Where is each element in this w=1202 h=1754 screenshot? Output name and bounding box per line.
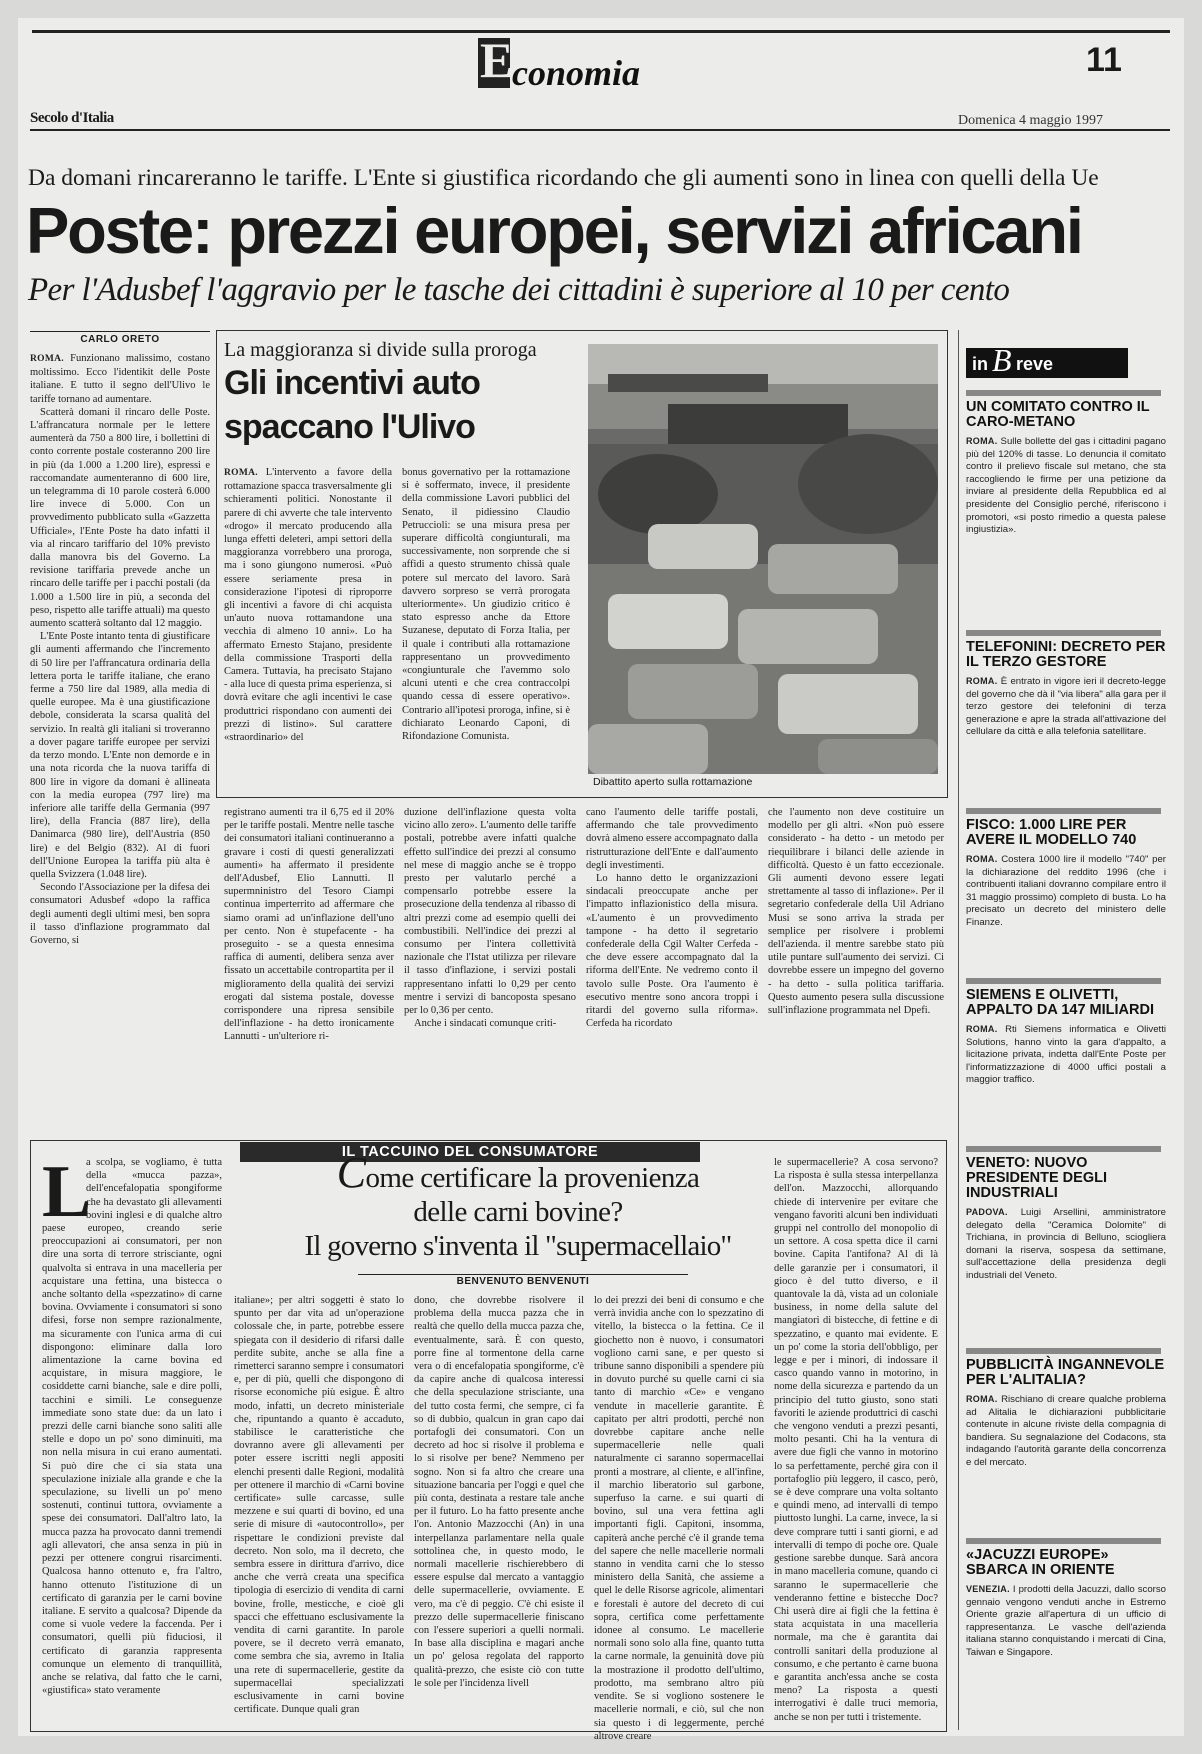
breve-rule <box>966 1146 1161 1152</box>
breve-title: SIEMENS E OLIVETTI, APPALTO DA 147 MILIARDI <box>966 987 1154 1018</box>
breve-text: I prodotti della Jacuzzi, dallo scorso gennaio vengono venduti anche in Estremo Oriente grazie all'apertura di un ufficio di rappresentanza. Le vasche dell'azienda italiana stanno conquistando i mercati di Cina, Taiwan e Singapore. <box>966 1584 1166 1658</box>
taccuino-paragraph: a scolpa, se vogliamo, è tutta della «mucca pazza», dell'encefalopatia spongiforme che ha devastato gli allevamenti bovini inglesi e di qualche altro paese europeo, creando serie preoccupazioni ai consumatori, per non dire una sorta di terrore strisciante, ogni qualvolta si entrava in una macelleria per acquistare una fettina, una bistecca o anche soltanto della «spezzatino» di carne bovina. Ovviamente i consumatori si sono difesi, forse non sempre razionalmente, ma sicuramente con l'unica arma di cui dispongono: eliminare dalla loro alimentazione la carne bovina ed acquistare, in misura maggiore, le cosiddette carni bianche, sale e dire polli, tacchini e simili. Le conseguenze immediate sono state due: da un lato i prezzi delle carni bianche sono saliti alle stelle e dopo un po' sono diminuiti, ma non nella misura in cui erano aumentati. Si può dire che ci sia stata una speculazione iniziale alla grande e che la speculazione, su livelli un po' meno sostenuti, continui tuttora, ovviamente a spese dei consumatori. Dall'altro lato, la mucca pazza ha provocato danni tremendi agli allevatori, che ansa senza in più in pezzi per ottenere congrui risarcimenti. Qualcosa hanno ottenuto e, fra l'altro, hanno ottenuto l'istituzione di un certificato di garanzia per le carni bovine italiane. E servito a qualcosa? Dipende da come si vuole vedere la faccenda. Per i consumatori, quelli più fiduciosi, il certificato di garanzia rappresenta comunque un elemento di tranquillità, anche se relativa, dal fatto che le carni, «giustifica» stato veramente <box>42 1157 222 1697</box>
section-initial: E <box>480 32 514 88</box>
taccuino-column-3 <box>414 1294 584 1722</box>
newspaper-page <box>18 18 1184 1742</box>
taccuino-byline: BENVENUTO BENVENUTI <box>456 1276 590 1287</box>
breve-item <box>966 390 1166 537</box>
breve-text: È entrato in vigore ieri il decreto-legge del governo che dà il "via libera" alla gara per il terzo gestore dei telefonini di terza generazione e apre la strada all'attivazione del cellulare da città e alla telefonia satellitare. <box>966 676 1166 738</box>
lead-column-4 <box>586 806 758 1130</box>
paper-name: Secolo d'Italia <box>30 110 114 126</box>
breve-title: FISCO: 1.000 LIRE PER AVERE IL MODELLO 740 <box>966 817 1137 848</box>
lead-paragraph: che l'aumento non deve costituire un modello per gli altri. «Non può essere considerato - ha detto - un metodo per riequilibrare i bilanci delle aziende in difficoltà. Questo è un fatto eccezionale. Gli aumenti devono essere legati strettamente al tasso di inflazione». Per il segretario confederale della Uil Adriano Musi se sono arriva la strada per semplice per risolvere i problemi dell'azienda. il mentre sarebbe stato più utile puntare sull'aumento dei servizi. Ci dovrebbe essere un impegno del governo - ha detto - sulla politica tariffaria. Questo aumento pesera sulla discussione sull'inflazione programmata nel Dpefi. <box>768 807 944 1017</box>
ulivo-dateline: ROMA. <box>224 468 258 478</box>
taccuino-byline-rule <box>358 1274 688 1275</box>
breve-item <box>966 1348 1166 1470</box>
lead-paragraph: registrano aumenti tra il 6,75 ed il 20% per le tariffe postali. Mentre nelle tasche dei consumatori italiani continueranno a gravare i costi di questi generalizzati aumenti» ha affermato il presidente dell'Adusbef, Elio Lannutti. Il supermninistro del Tesoro Ciampi continua imperterrito ad affermare che siamo orami ad un'inflazione dell'uno per cento. Non è stupefacente - ha proseguito - se a questa ennesima raffica di aumenti, delibera senza aver fissato un accettabile contropartita per il miglioramento della qualità dei servizi erogati dal sistema postale, dovesse corrispondere una ripresa sensibile dell'inflazione - ha detto ironicamente Lannutti - un'ulteriore ri- <box>224 807 394 1043</box>
breve-title: «JACUZZI EUROPE» SBARCA IN ORIENTE <box>966 1547 1115 1578</box>
ulivo-column-1 <box>224 466 392 790</box>
photo-illustration <box>588 344 938 774</box>
breve-title: PUBBLICITÀ INGANNEVOLE PER L'ALITALIA? <box>966 1357 1165 1388</box>
ulivo-headline-2: spaccano l'Ulivo <box>224 408 475 446</box>
taccuino-paragraph: dono, che dovrebbe risolvere il problema della mucca pazza che in realtà che quello della mucca pazza che, eventualmente, sarà. È con questo, porre fine al tormentone della carne vera o di encefalopatia spongiforme, c'è da capire anche di qualcosa interessi che della speculazione strisciante, una del tutto costa fermi, che sempre, ci fa so di dubbio, qualcun in gran capo dai portafogli dei consumatori. Con un decreto ad hoc si risolve il problema e lo si risolve per bene? Nemmeno per sogno. Non si fa altro che creare una situazione bancaria per l'oggi e quel che più conta, destinata a restare tale anche per il futuro. Lo ha fatto presente anche l'on. Antonio Mazzocchi (An) in una interpellanza parlamentare nella quale sottolinea che, in questo modo, le normali macellerie rischierebbero di essere espulse dal mercato a vantaggio delle supermacellerie, ovviamente. E vero, ma c'è di peggio. C'è chi esiste il prezzo delle supermacellerie finiscano con l'essere superiori a quelli normali. In base alla disciplina e magari anche un po' gelosa regolata del rapporto qualità-prezzo, che esiste ciò con tutte le sole per l'incidenza livell <box>414 1295 584 1689</box>
breve-dateline: VENEZIA. <box>966 1584 1010 1594</box>
lead-paragraph: Secondo l'Associazione per la difesa dei consumatori Adusbef «dopo la raffica degli aumenti degli ultimi mesi, ben sopra il tasso d'inflazione programmato dal Governo, si <box>30 882 210 946</box>
lead-paragraph: Anche i sindacati comunque criti- <box>414 1018 557 1030</box>
taccuino-title-line3: Il governo s'inventa il "supermacellaio" <box>304 1230 732 1262</box>
lead-paragraph: duzione dell'inflazione questa volta vicino allo zero». L'aumento delle tariffe postali, potrebbe avere infatti qualche effetto sull'indice dei prezzi al consumo nel mese di maggio anche se è troppo presto per valutarlo perché a compensarlo potrebbe essere la prosecuzione della tendenza al ribasso di altri prezzi come ad esempio quelli dei combustibili. Nell'indice dei prezzi al consumo per l'intera collettività nazionale che l'Istat utilizza per rilevare il tasso d'inflazione, i servizi postali rappresentano infatti lo 0,29 per cento mentre i servizi di bancoposta spesano per lo 0,36 per cento. <box>404 807 576 1017</box>
breve-dateline: ROMA. <box>966 436 998 446</box>
breve-rule <box>966 1538 1161 1544</box>
taccuino-paragraph: italiane»; per altri soggetti è stato lo spunto per dar vita ad un'operazione colossale che, in parte, potrebbe essere spiegata con il desiderio di rifarsi dalle perdite subite, anche se alla fine a rimetterci saranno sempre i consumatori e, per di più, quelli che dispongono di risorse economiche più esigue. È altro modo, infatti, un decreto ministeriale che, ripuntando a quanto è accaduto, stabilisce le caratteristiche che dovranno avere gli allevamenti per poter essere iscritti negli appositi elenchi presenti dalle Regioni, modalità per ottenere il marchio di «Carni bovine certificate» sulle carcasse, sulle mezzene e sui quarti di bovino, ed una serie di misure di «autocontrollo», per rispettare le condizioni previste dal decreto. Non solo, ma il decreto, che sembra essere in dirittura d'arrivo, dice anche che verrà creata una specifica tipologia di esercizio di vendita di carni bovine, frolle, mesticche, e cioè gli spacci che effettuano esclusivamente la vendita di carni garantite. In parole povere, se il decreto verrà emanato, come sembra che sia, avremo in Italia una rete di supermacellerie, gestite da supermacellai specializzati esclusivamente in carni bovine certificate. Dunque quali gran <box>234 1295 404 1716</box>
ulivo-paragraph: bonus governativo per la rottamazione si è soffermato, invece, il presidente della commissione Lavori pubblici del Senato, il pidiessino Claudio Petruccioli: se una misura presa per superare difficoltà congiunturali, ma successivamente, non sorprende che si affidi a questo strumento chissà quale potere sul mercato del lavoro. Sarà davvero sorpreso se verrà prorogata ulteriormente». Un giudizio critico è stato espresso anche da Ettore Suzanese, deputato di Forza Italia, per il quale i contributi alla rottamazione rappresentano un provvedimento «congiunturale che l'avemmo solo alcuni utenti e che crea contraccolpi quando cessa di essere operativo». Contrario all'ipotesi proroga, infine, si è dichiarato Leonardo Caponi, di Rifondazione Comunista. <box>402 467 570 743</box>
junkyard-photo <box>588 344 938 774</box>
breve-dateline: ROMA. <box>966 854 998 864</box>
lead-dateline: ROMA. <box>30 354 64 364</box>
lead-headline: Poste: prezzi europei, servizi africani <box>26 194 1082 267</box>
breve-text: Costera 1000 lire il modello "740" per la dichiarazione del reddito 1996 (che i contribuenti italiani dovranno compilare entro il 31 maggio prossimo) completo di busta. Lo ha precisato un decreto del ministero delle Finanze. <box>966 854 1166 928</box>
lead-paragraph: Lo hanno detto le organizzazioni sindacali preoccupate anche per l'impatto inflazionistico della misura. «L'aumento è un provvedimento tampone - ha detto il segretario confederale della Cgil Walter Cerfeda - che deve essere accompagnato dal la riforma dell'Ente. Ne vedremo conto il tavolo sulle Poste. Ora l'aumento è esecutivo mentre sono ancora troppi i ritardi del governo sulla riforma». Cerfeda ha ricordato <box>586 873 758 1030</box>
breve-item <box>966 978 1166 1087</box>
lead-subhead: Per l'Adusbef l'aggravio per le tasche dei cittadini è superiore al 10 per cento <box>28 272 1010 308</box>
taccuino-title-initial: C <box>336 1148 366 1197</box>
breve-rule <box>966 808 1161 814</box>
in-breve-logo-b: B <box>992 342 1012 378</box>
ulivo-kicker: La maggioranza si divide sulla proroga <box>224 339 537 361</box>
lead-column-5 <box>768 806 944 1130</box>
lead-paragraph: cano l'aumento delle tariffe postali, affermando che tale provvedimento dovrà almeno essere accompagnato dalla ristrutturazione dell'Ente e dall'aumento degli investimenti. <box>586 807 759 871</box>
byline-rule <box>30 331 210 332</box>
breve-item <box>966 808 1166 930</box>
lead-column-1 <box>30 352 210 946</box>
taccuino-column-5 <box>774 1156 938 1722</box>
in-breve-logo <box>966 342 1128 378</box>
lead-paragraph: Funzionano malissimo, costano moltissimo. Ecco l'identikit delle Poste italiane. E tutto il segno dell'Ulivo le tariffe tornano ad aumentare. <box>30 353 210 405</box>
breve-dateline: ROMA. <box>966 676 998 686</box>
sidebar-divider <box>958 330 959 1730</box>
breve-item <box>966 1146 1166 1283</box>
masthead-rule <box>30 129 1170 131</box>
issue-date: Domenica 4 maggio 1997 <box>958 113 1104 128</box>
in-breve-logo-in: in <box>972 354 988 374</box>
top-rule <box>32 30 1170 33</box>
breve-title: UN COMITATO CONTRO IL CARO-METANO <box>966 399 1150 430</box>
breve-rule <box>966 978 1161 984</box>
breve-text: Rischiano di creare qualche problema ad Alitalia le dichiarazioni pubblicitarie contenute in alcune riviste della compagnia di bandiera. Su segnalazione del Codacons, sta indagando l'autorità garante della concorrenza e del mercato. <box>966 1394 1166 1468</box>
ulivo-column-2 <box>402 466 570 790</box>
taccuino-column-2 <box>234 1294 404 1722</box>
taccuino-column-1 <box>42 1151 222 1722</box>
ulivo-headline-1: Gli incentivi auto <box>224 364 480 402</box>
breve-text: Luigi Arsellini, amministratore delegato della "Ceramica Dolomite" di Trichiana, in provincia di Belluno, sciogliera domani la riserva, sospesa da settimane, sull'accettazione della presidenza degli industriali del Veneto. <box>966 1207 1167 1281</box>
breve-dateline: ROMA. <box>966 1394 998 1404</box>
breve-rule <box>966 1348 1161 1354</box>
taccuino-band: IL TACCUINO DEL CONSUMATORE <box>240 1142 700 1162</box>
breve-text: Sulle bollette del gas i cittadini pagano più del 120% di tasse. Lo denuncia il comitato contro il prelievo fiscale sul metano, che sta raccogliendo le firme per una petizione da inviare al presidente della Repubblica ed al presidente del Consiglio perché, riferiscono i promotori, «si posto rimedio a questa palese ingiustizia». <box>966 436 1166 536</box>
taccuino-paragraph: le supermacellerie? A cosa servono? La risposta è sulla stessa interpellanza dell'on. Mazzocchi, allorquando chiede di intervenire per evitare che vengano favoriti alcuni ben individuati gruppi nel controllo del monopolio di un settore. A cosa spetta dice il carni bovine. Capita l'antifona? Al di là delle garanzie per i consumatori, il gioco è del tutto diverso, e il quantovale la dà, vista ad un coloniale business, in nome della salute del mangiatori di bistecche, di fettine e di spezzatino, e quanto mai evidente. E un po' come la storia dell'obbligo, per legge e per i minori, di indossare il casco quando vanno in motorino, in nome della sicurezza e partendo da un principio del tutto giusto, sono stati favoriti le aziende produttrici di caschi che vengono venduti a prezzi pesanti, molto pesanti. Chi ha la ventura di avere due figli che vanno in motorino lo sa perfettamente, perché gira con il portafoglio più leggero, il casco, però, se è deve comprare una volta soltanto e quindi meno, ad intervalli di tempo piuttosto lunghi. La carne, invece, la si deve comprare tutti i santi giorni, e ad intervalli di tempo di poche ore. Quale gestione sarebbe dunque. Sarà ancora in mano macelleria comune, quando ci saranno le supermacellerie che venderanno fettine e bistecche Doc? Chi userà dire ai figli che la fettina è stata acquistata in una macelleria normale, ma che è garantita dai controlli sanitari della produzione al consumo, e che pertanto è carne buona e garantita anch'essa anche se costa meno? La risposta a questi interrogativi è dalle truci memoria, anche se non per tutti i tristemente. <box>774 1157 938 1723</box>
ulivo-paragraph: L'intervento a favore della rottamazione spacca trasversalmente gli schieramenti politici. Nonostante il parere di chi avverte che tale intervento «drogo» il mercato producendo alla lunga effetti deleteri, ampi settori della maggioranza vorrebbero una proroga, ma i sono giungono numerosi. «Può essere seriamente presa in considerazione l'ipotesi di riproporre gli incentivi a favore di chi acquista un'auto nuova rottamandone una vecchia di almeno 10 anni». Lo ha affermato Ernesto Stajano, presidente della commissione Trasporti della Camera. Tuttavia, ha precisato Stajano - alla luce di questa prima esperienza, si dovrà evitare che agli incentivi le case produttrici rispondano con aumenti dei prezzi di listino». Sul carattere «straordinario» del <box>224 467 392 744</box>
lead-column-2 <box>224 806 394 1130</box>
taccuino-title-line1: ome certificare la provenienza <box>365 1162 700 1194</box>
breve-dateline: ROMA. <box>966 1024 998 1034</box>
breve-text: Rti Siemens informatica e Olivetti Solutions, hanno vinto la gara d'appalto, a licitazione privata, indetta dall'Ente Poste per l'informatizzazione di 4000 uffici postali a maggior traffico. <box>966 1024 1166 1086</box>
breve-title: VENETO: NUOVO PRESIDENTE DEGLI INDUSTRIALI <box>966 1155 1107 1201</box>
breve-item <box>966 630 1166 739</box>
taccuino-title-line2: delle carni bovine? <box>413 1196 623 1228</box>
taccuino-paragraph: lo dei prezzi dei beni di consumo e che verrà invidia anche con lo spezzatino di vitello, la bistecca o la fettina. Ce il giochetto non è nuovo, i consumatori vogliono carni sane, e per questo si tribune sanno disponibili a spendere più in dovuto purché su quelle carni ci sia tanto di marchio «Ce» e vengano vendute in macellerie garantite. È capitato per altri prodotti, perché non dovrebbe capitare anche nelle supermacellerie nelle quali naturalmente ci saranno sopermacellai pronti a mostrare, al cliente, e all'infine, il marchio liberatorio sul garbone, superfuso la carne. e sui quarti di bovino, sul una vera fettina agli importanti figli. Capitoni, insomma, capiterà anche perché c'è il grande tema del sapere che nelle macellerie normali stanno in vendita carni che lo stesso ministero della Sanità, che assieme a quel le delle Risorse agricole, alimentari e forestali è autore del decreto di cui sopra, certifica come perfettamente idonee al consumo. Le macellerie normali sono solo alla fine, quanto tutta la carne normale, la genuinità dove più la mostrazione il prodotto dell'ultimo, prodotto, ma sembrano altro più vendite. Se si vogliono sostenere le macellerie normali, e ciò, sul che non sia questo i di leggermente, perché altrove creare <box>594 1295 764 1742</box>
lead-column-3 <box>404 806 576 1130</box>
breve-dateline: PADOVA. <box>966 1207 1008 1217</box>
lead-kicker: Da domani rincareranno le tariffe. L'Ente si giustifica ricordando che gli aumenti sono in linea con quelli della Ue <box>28 165 1099 191</box>
lead-paragraph: Scatterà domani il rincaro delle Poste. L'affrancatura normale per le lettere aumenterà da 750 a 800 lire, i bollettini di conto corrente postale costeranno 200 lire in più (da 1.000 a 1.200 lire), espressi e raccomandate aumenteranno di 600 lire, un telegramma di 10 parole costerà 6.000 lire invece di 5.000. Con un provvedimento pubblicato sulla «Gazzetta Ufficiale», l'Ente Poste ha dato infatti il via al rincaro tariffario del 10% previsto dalla manovra bis del Governo. La revisione tariffaria prevede anche un rincaro delle tariffe per i pacchi postali (da 1.000 a 1.500 lire in più, a seconda del peso, rispetto alle tariffe attuali) ma questo aumento scatterà soltanto dal 12 maggio. <box>30 406 210 630</box>
in-breve-logo-rest: reve <box>1016 354 1054 374</box>
breve-item <box>966 1538 1166 1660</box>
lead-byline: CARLO ORETO <box>80 334 160 345</box>
dropcap-space <box>42 1156 86 1218</box>
breve-rule <box>966 630 1161 636</box>
breve-rule <box>966 390 1161 396</box>
taccuino-column-4 <box>594 1294 764 1742</box>
section-title: conomia <box>512 53 641 93</box>
photo-caption: Dibattito aperto sulla rottamazione <box>593 776 753 788</box>
taccuino-dropcap: L <box>42 1151 92 1233</box>
breve-title: TELEFONINI: DECRETO PER IL TERZO GESTORE <box>966 639 1166 670</box>
page-number: 11 <box>1086 41 1122 79</box>
lead-paragraph: L'Ente Poste intanto tenta di giustificare gli aumenti affermando che l'incremento di 50 lire per l'affrancatura ordinaria della lettera porta le tariffe italiane, che erano ferme a 750 lire dal 1989, alla media di quelle europee. Ma è una giustificazione debole, considerata la scarsa qualità del servizio. In realtà gli italiani si troveranno a dover pagare tariffe europee per servizi da terzo mondo. L'Ente non demorde e in una nota ricorda che la nuova tariffa di 800 lire in vigore da domani è allineata con la media europea (797 lire) ma inferiore alle tariffe della Germania (997 lire), della Francia (887 lire), della Danimarca (980 lire), dell'Austria (850 lire) e del Belgio (832). Al di fuori dell'Unione Europea la tariffa più alta è quella Svizzera (1.048 lire). <box>30 631 210 880</box>
